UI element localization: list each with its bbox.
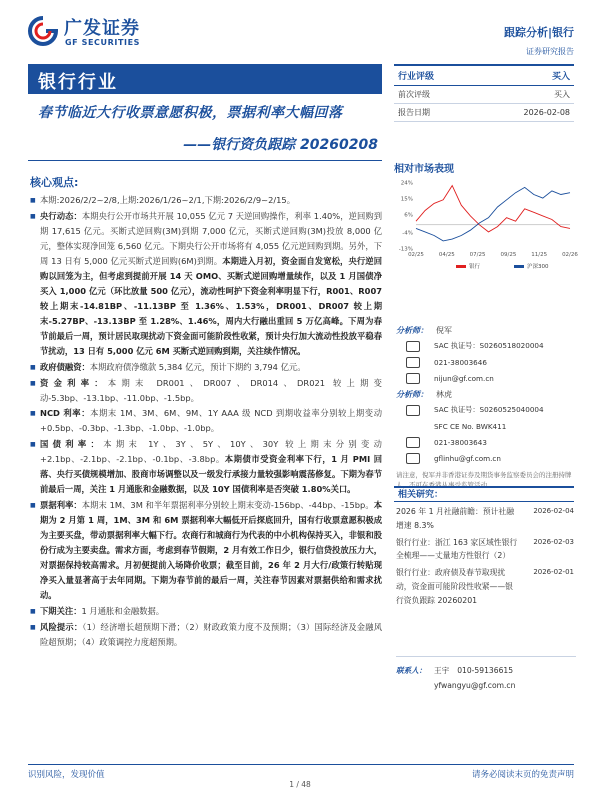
y-tick-label: -4%: [402, 230, 413, 237]
legend-swatch: [456, 265, 466, 268]
related-heading: 相关研究：: [394, 486, 574, 502]
x-tick-label: 09/25: [500, 252, 517, 258]
report-date-label: 报告日期: [398, 108, 430, 117]
core-bullet-key: 央行动态：: [40, 210, 82, 221]
core-bullet: [30, 604, 382, 619]
core-bullet: [30, 406, 382, 436]
mail-icon: [406, 373, 420, 384]
contact-name-row: [396, 663, 576, 678]
related-item-date: 2026-02-01: [533, 568, 574, 577]
chart-title: 相对市场表现: [394, 164, 454, 175]
core-bullet: [30, 620, 382, 650]
analyst-disclaimer: 请注意，倪军并非香港证券及期货事务监察委员会的注册持牌人，不可在香港从事受监管活动。: [396, 471, 572, 489]
footer-divider: [28, 764, 574, 765]
core-bullet-text: 本期末 1Y、3Y、5Y、10Y、30Y 较上期末分别变动+2.1bp、-2.1bp、-2.1bp、-0.1bp、-3.8bp。: [40, 439, 382, 465]
analyst-2-phone-row: [396, 434, 574, 450]
related-item[interactable]: [396, 505, 576, 533]
page-number: 1 / 48: [289, 780, 311, 789]
x-tick-label: 02/26: [562, 252, 578, 258]
core-bullet-emphasis: 本期债市受资金利率下行，1 月 PMI 回落、央行买债规模增加、股商市场调整以及一级发行承接力量较强影响震荡修复。下期为春节前最后一周，关注 1 月通胀和金融数据，以及 10Y 国债利率是否突破 1.80%关口。: [40, 454, 382, 495]
id-card-icon: [406, 341, 420, 352]
core-bullet: [30, 193, 382, 208]
core-bullet-text: 本期:2026/2/2~2/8,上期:2026/1/26~2/1,下期:2026/2/9~2/15。: [40, 195, 296, 205]
analyst-2-label: 分析师：: [396, 389, 428, 399]
x-tick-label: 02/25: [408, 252, 424, 258]
report-category: 跟踪分析|银行: [503, 26, 574, 39]
title-divider: [28, 160, 382, 161]
core-heading: 核心观点:: [30, 176, 79, 189]
contact-block: [396, 656, 576, 693]
core-bullet-text: 本期政府债净缴款 5,384 亿元，预计下期约 3,794 亿元。: [89, 362, 306, 373]
analyst-2-sac-row: [396, 402, 574, 418]
phone-icon: [406, 437, 420, 448]
x-tick-label: 04/25: [438, 252, 455, 258]
footer-slogan: 识别风险，发现价值: [28, 770, 105, 780]
analyst-1-label: 分析师：: [396, 325, 428, 335]
core-views: [30, 193, 382, 650]
core-bullet-key: 风险提示：: [40, 621, 83, 632]
analyst-1-name: 倪军: [436, 325, 452, 335]
logo-en: GF SECURITIES: [65, 38, 141, 47]
analyst-1-sac-row: [396, 338, 574, 354]
analyst-1-email[interactable]: nijun@gf.com.cn: [434, 373, 494, 383]
core-bullet-text: 本期央行公开市场共开展 10,055 亿元 7 天逆回购操作，利率 1.40%，逆回购到期 17,615 亿元。买断式逆回购(3M)到期 7,000 亿元，买断式逆回购(3M)投放 8,000 亿元，整体实现净回笼 6,560 亿元。下期央行公开市场将有 4,055 亿元逆回购到期。另外，下周 13 日有 5,000 亿元买断式逆回购(6M)到期。: [40, 210, 382, 266]
core-bullet: [30, 209, 382, 360]
core-bullet-key: NCD 利率：: [40, 408, 91, 419]
related-item-date: 2026-02-04: [533, 507, 574, 515]
analyst-1-name-row: [396, 322, 574, 338]
logo-cn: 广发证券: [64, 18, 140, 39]
company-logo: [28, 14, 173, 50]
related-item-title[interactable]: 银行行业：浙江 163 家区域性银行全梳理——丈量地方性银行（2）: [396, 537, 518, 561]
legend-label: 银行: [469, 264, 481, 270]
contact-email-row: [396, 678, 576, 693]
analyst-1-email-row: [396, 370, 574, 386]
core-bullet-text: 1 月通胀和金融数据。: [81, 606, 165, 617]
y-tick-label: -13%: [398, 246, 413, 253]
analyst-2-name: 林虎: [436, 389, 452, 399]
analyst-2-sfc-row: [396, 418, 574, 434]
y-tick-label: 6%: [404, 212, 413, 219]
legend-swatch: [514, 265, 524, 268]
related-research: [396, 502, 576, 608]
report-date-value: 2026-02-08: [523, 108, 570, 117]
contact-name: 王宇: [434, 666, 450, 675]
core-bullet-emphasis: 本期进入月初，资金面自发宽松，央行逆回购以回笼为主，但考虑到提前开展 14 天 OMO、买断式逆回购增量续作，以及 1 月国债净买入 1,000 亿元（环比放量 500 亿元），流动性呵护下资金利率明显下行，R001、R007 较上期末-14.81BP、-11.13BP 至 1.36%、1.53%，DR001、DR007 较上期末-5.27BP、-13.13BP 至 1.28%、1.46%，周内大行融出重回 5 万亿高峰。下周为春节前最后一周，预计居民取现扰动下资金面可能阶段性收紧，预计央行加大流动性投放平稳春节扰动，13 日有 5,000 亿元 6M 买断式逆回购到期，关注续作情况。: [40, 255, 382, 357]
analyst-1-phone-row: [396, 354, 574, 370]
rating-box: [394, 64, 574, 122]
core-bullet: [30, 376, 382, 406]
contact-email[interactable]: yfwangyu@gf.com.cn: [434, 681, 516, 690]
core-bullet-key: 政府债融资：: [40, 362, 90, 373]
core-bullet-text: （1）经济增长超预期下滑；（2）财政政策力度不及预期；（3）国际经济及金融风险超预期；（4）政策调控力度超预期。: [40, 621, 382, 647]
logo-mark-icon: [28, 16, 58, 46]
related-item[interactable]: [396, 566, 576, 607]
industry-banner: [28, 64, 382, 94]
prev-rating-value: 买入: [554, 90, 570, 99]
core-bullet-emphasis: 本期为 2 月第 1 周，1M、3M 和 6M 票据利率大幅低开后探底回升，国有行收票意愿积极成为主要买盘，带动票据利率大幅下行。农商行和城商行为代表的中小机构保持买入，非银和股份行成为主要卖盘。需求方面，考虑到春节假期，2 月有效工作日少，银行信贷投放压力大，对票据保持较高需求。月初便提前入场降价收票；截至目前，26 年 2 月大行/政策行转贴现净买入量显著高于去年同期。下期为春节前的最后一周，关注春节因素对票据供给和需求扰动。: [40, 499, 382, 601]
mail-icon: [406, 453, 420, 464]
core-bullet-key: 票据利率：: [40, 499, 82, 510]
core-bullet-key: 国债利率：: [40, 439, 104, 449]
phone-icon: [406, 357, 420, 368]
analyst-2-phone: 021-38003643: [434, 437, 487, 447]
core-bullet-key: 下期关注：: [40, 606, 82, 617]
related-item-date: 2026-02-03: [533, 537, 574, 546]
rating-label: 行业评级: [398, 72, 435, 82]
contact-phone: 010-59136615: [457, 666, 514, 675]
relative-performance-chart: [390, 176, 576, 276]
analyst-2-email-row: [396, 450, 574, 466]
core-bullet: [30, 360, 382, 375]
legend-label: 沪深300: [527, 264, 549, 270]
y-tick-label: 24%: [400, 180, 413, 187]
related-item[interactable]: [396, 536, 576, 564]
series-line-csi300: [416, 187, 570, 241]
analyst-2-sac: SAC 执证号：S0260525040004: [434, 405, 544, 414]
report-type: 证券研究报告: [526, 47, 574, 56]
report-title: 春节临近大行收票意愿积极，票据利率大幅回落: [38, 105, 343, 121]
analyst-1-phone: 021-38003646: [434, 357, 487, 367]
y-tick-label: 15%: [400, 196, 413, 203]
analyst-2-email[interactable]: gflinhu@gf.com.cn: [434, 453, 501, 463]
prev-rating-row: [394, 86, 574, 104]
analyst-2-name-row: [396, 386, 574, 402]
core-bullet: [30, 498, 382, 604]
x-tick-label: 07/25: [469, 252, 486, 258]
analyst-1-sac: SAC 执证号：S0260518020004: [434, 341, 544, 350]
report-subtitle: ——银行资负跟踪 20260208: [183, 137, 378, 153]
industry-name: 银行行业: [38, 72, 118, 93]
related-item-title[interactable]: 银行行业：政府债及春节取现扰动，资金面可能阶段性收紧——银行资负跟踪 20260201: [396, 568, 513, 605]
core-bullet-text: 本期末 1M、3M、6M、9M、1Y AAA 级 NCD 到期收益率分别较上期变动+0.5bp、-0.3bp、-1.3bp、-1.0bp、-1.0bp。: [40, 408, 382, 434]
core-bullet: [30, 437, 382, 497]
related-item-title[interactable]: 2026 年 1 月社融前瞻：预计社融增速 8.3%: [396, 507, 515, 530]
analysts-block: [396, 322, 574, 490]
report-date-row: [394, 104, 574, 122]
core-bullet-text: 本期末 DR001、DR007、DR014、DR021 较上期变动-5.3bp、-13.1bp、-11.0bp、-1.5bp。: [40, 377, 382, 403]
contact-label: 联系人：: [396, 666, 427, 675]
x-tick-label: 11/25: [531, 252, 548, 258]
rating-head: [394, 64, 574, 86]
header-right: [504, 24, 574, 57]
rating-value: 买入: [551, 72, 570, 82]
prev-rating-label: 前次评级: [398, 90, 430, 99]
core-bullet-key: 资金利率：: [40, 377, 108, 388]
footer-disclaimer-note: 请务必阅读末页的免责声明: [471, 770, 574, 780]
analyst-2-sfc: SFC CE No. BWK411: [434, 421, 507, 431]
core-bullet-text: 本期末 1M、3M 和半年票据利率分别较上期末变动-156bp、-44bp、-15bp。: [81, 499, 374, 510]
id-card-icon: [406, 405, 420, 416]
